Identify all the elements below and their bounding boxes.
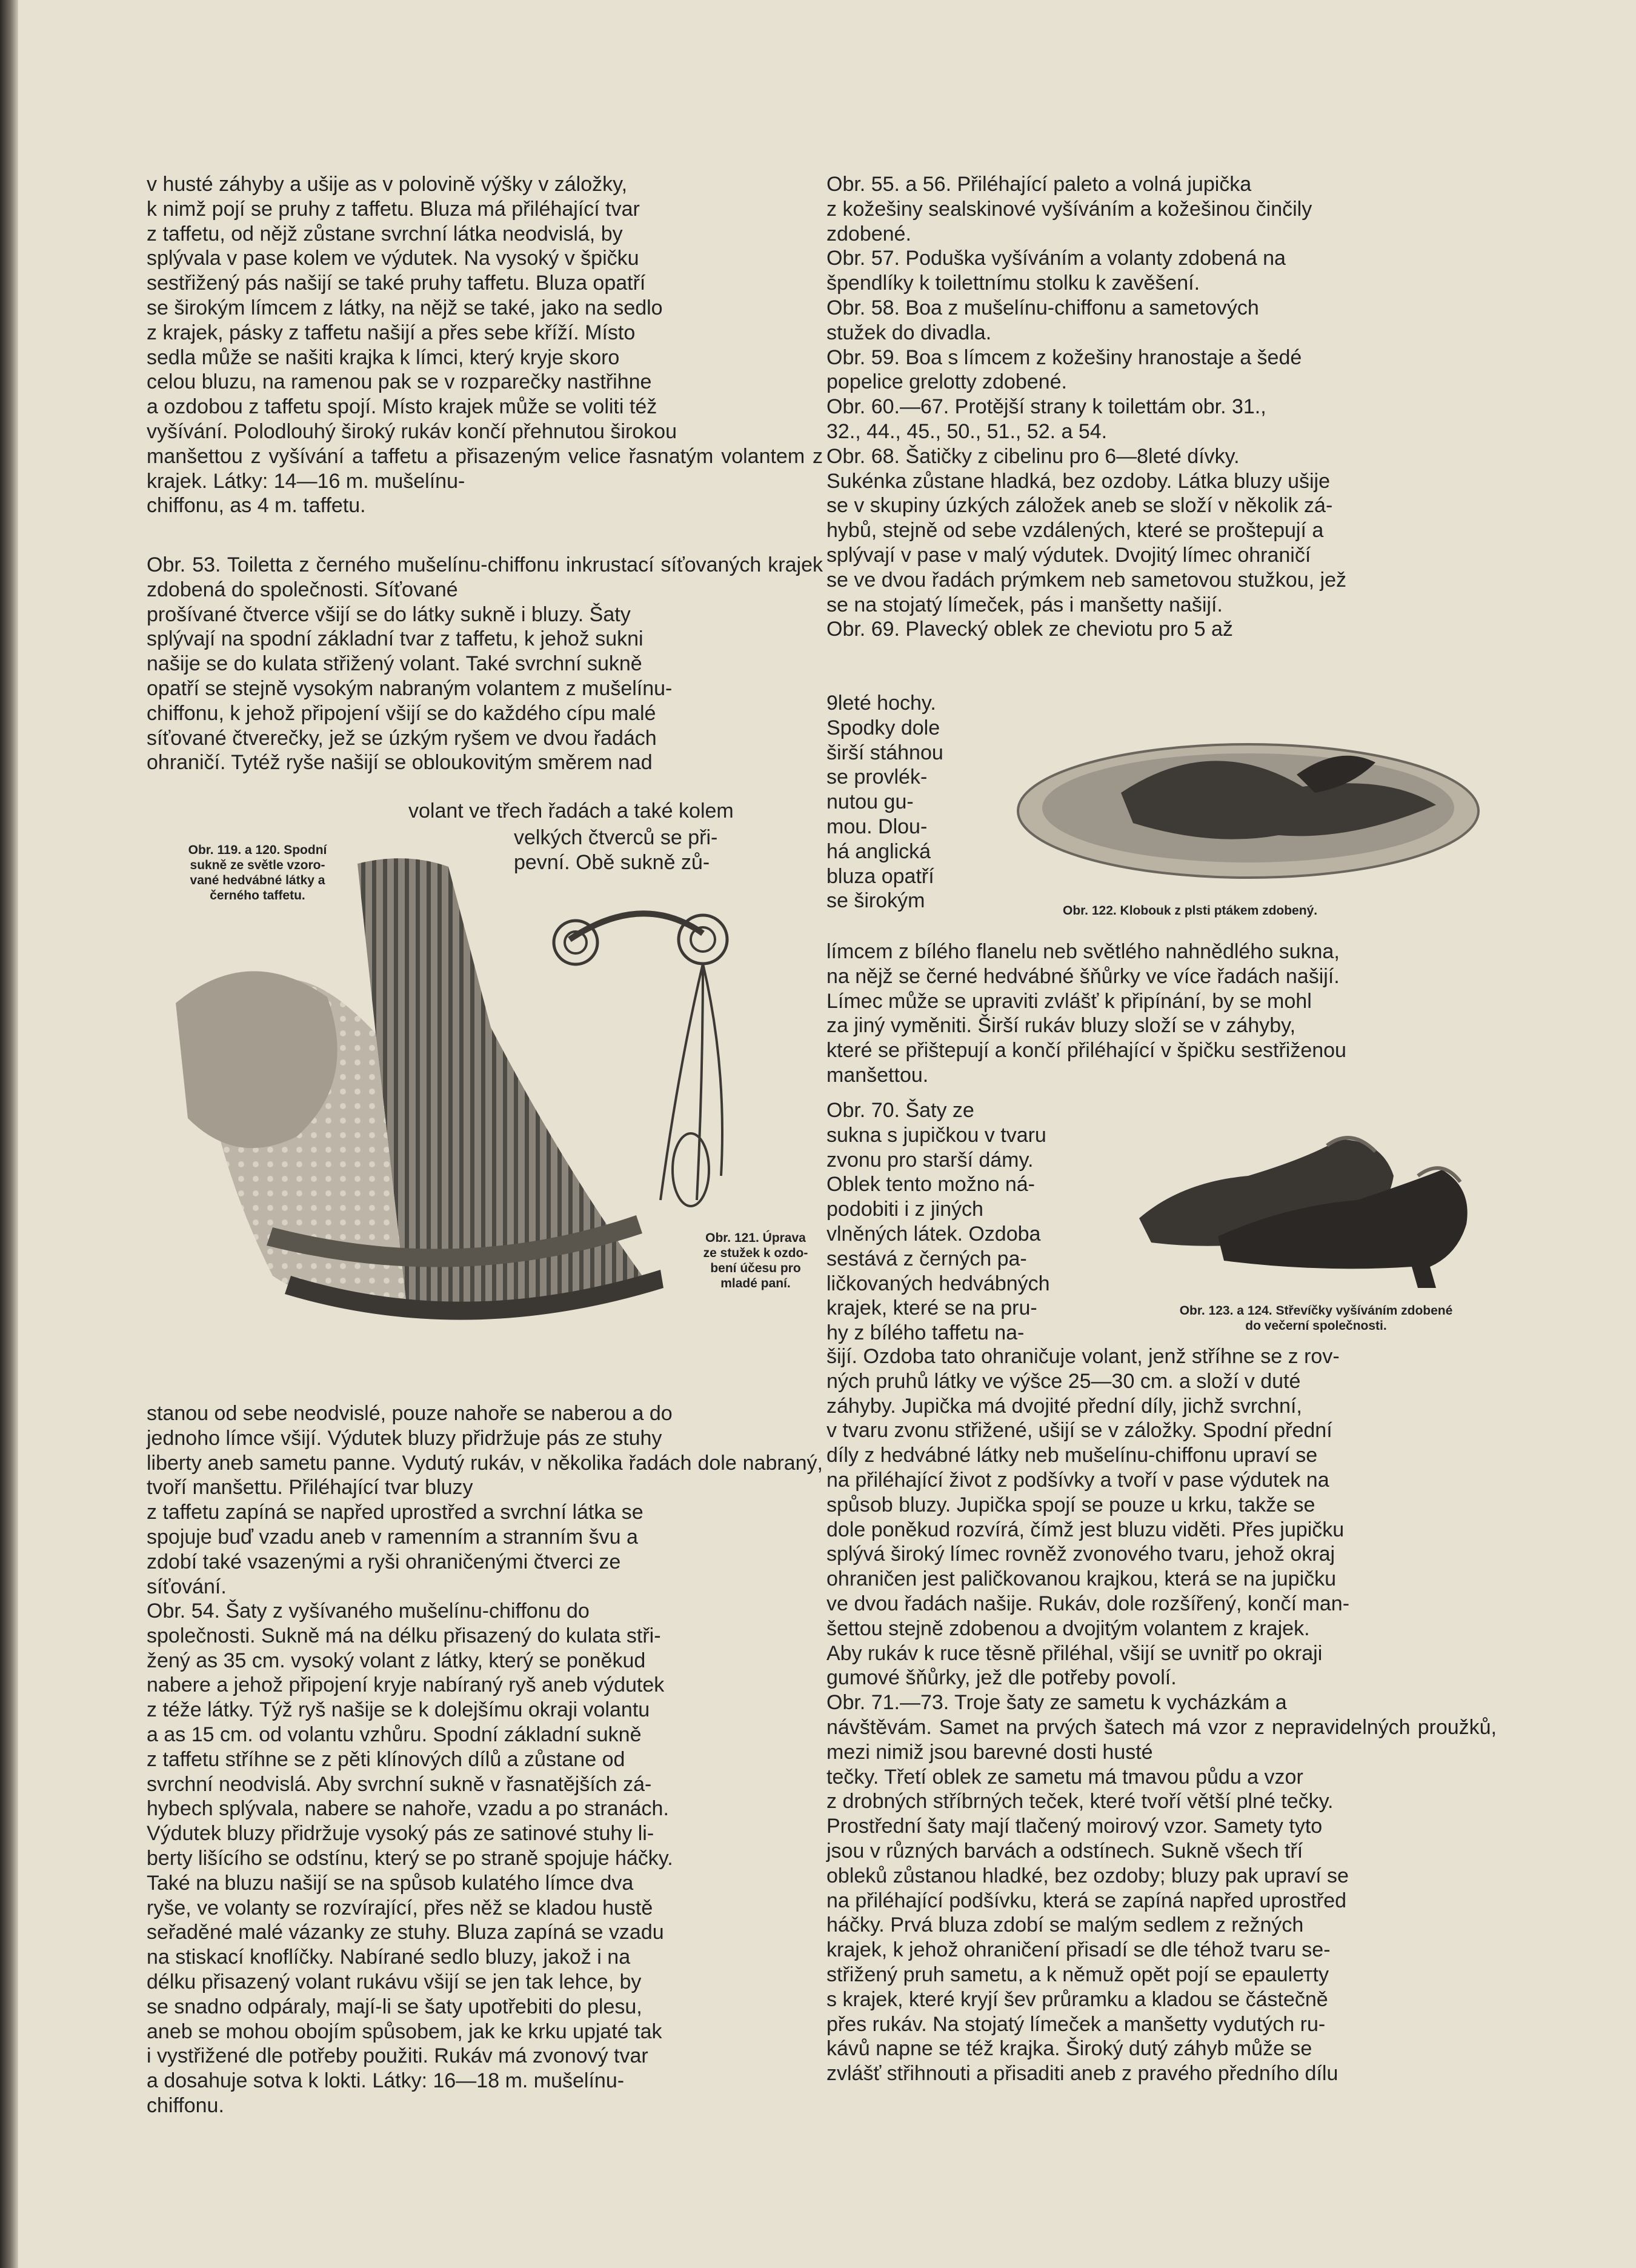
figure-hat: [1012, 708, 1485, 890]
figure-shoes: [1127, 1115, 1478, 1291]
caption-fig-119-120: Obr. 119. a 120. Spodní sukně ze světle vzoro- vané hedvábné látky a černého taffetu.: [188, 843, 327, 902]
right-top-paragraph: Obr. 55. a 56. Přiléhající paleto a volná jupička z kožešiny sealskinové vyšíváním a kožešinou činčily zdobené. Obr. 57. Poduška vyšíváním a volanty zdobená na špendlíky k toilettnímu stolku k zavěšení. Obr. 58. Boa z mušelínu-chiffonu a sametových stužek do divadla. Obr. 59. Boa s límcem z kožešiny hranostaje a šedé popelice grelotty zdobené. Obr. 60.—67. Protější strany k toilettám obr. 31., 32., 44., 45., 50., 51., 52. a 54. Obr. 68. Šatičky z cibelinu pro 6—8leté dívky. Sukénka zůstane hladká, bez ozdoby. Látka bluzy ušije se v skupiny úzkých záložek aneb se složí v několik zá- hybů, stejně od sebe vzdálených, které se proštepují a splývají v pase v malý výdutek. Dvojitý límec ohraničí se ve dvou řadách prýmkem neb sametovou stužkou, jež se na stojatý límeček, pás i manšetty našijí. Obr. 69. Plavecký oblek ze cheviotu pro 5 až: [826, 173, 1346, 641]
right-lower-paragraph: šijí. Ozdoba tato ohraničuje volant, jenž stříhne se z rov- ných pruhů látky ve výšce 25—30 cm. a složí v duté záhyby. Jupička má dvojité přední díly, jichž svrchní, v tvaru zvonu střižené, ušijí se v záložky. Spodní přední díly z hedvábné látky neb mušelínu-chiffonu upraví se na přiléhající život z podšívky a tvoří v pase výdutek na spůsob bluzy. Jupička spojí se pouze u krku, takže se dole poněkud rozvírá, čímž jest bluzu viděti. Přes jupičku splývá široký límec rovněž zvonového tvaru, jehož okraj ohraničen jest paličkovanou krajkou, která se na jupičku ve dvou řadách našije. Rukáv, dole rozšířený, končí man- šettou stejně zdobenou a dvojitým volantem z krajek. Aby rukáv k ruce těsně přiléhal, všijí se uvnitř po okraji gumové šňůrky, jež dle potřeby povolí. Obr. 71.—73. Troje šaty ze sametu k vycházkám a návštěvám. Samet na prvých šatech má vzor z nepravidelných proužků, mezi nimiž jsou barevné dosti husté tečky. Třetí oblek ze sametu má tmavou půdu a vzor z drobných stříbrných teček, které tvoří větší plné tečky. Prostřední šaty mají tlačený moirový vzor. Samety tyto jsou v různých barvách a odstínech. Sukně všech tří obleků zůstanou hladké, bez ozdoby; bluzy pak upraví se na přiléhající podšívku, která se zapíná napřed uprostřed háčky. Prvá bluza zdobí se malým sedlem z režných krajek, k jehož ohraničení přisadí se dle téhož tvaru se- střižený pruh sametu, a k němuž opět pojí se epaulетty s krajek, které kryjí šev průramku a kladou se částečně přes rukáv. Na stojatý límeček a manšetty vydutých ru- kávů napne se též krajka. Široký dutý záhyb může se zvlášť střihnouti a přisaditi aneb z pravého předního dílu: [826, 1345, 1497, 2086]
caption-fig-122: Obr. 122. Klobouk z plsti ptákem zdobený.: [1063, 904, 1318, 918]
right-mid-paragraph: límcem z bílého flanelu neb světlého nahnědlého sukna, na nějž se černé hedvábné šňůrky ve více řadách našijí. Límec může se upraviti zvlášť k připínání, by se mohl za jiný vyměniti. Širší rukáv bluzy složí se v záhyby, které se přištepují a končí přiléhající v špičku sestřiženou manšettou.: [826, 940, 1346, 1087]
obr70-narrow-paragraph: Obr. 70. Šaty ze sukna s jupičkou v tvaru zvonu pro starší dámy. Oblek tento možno ná- podobiti i z jiných vlněných látek. Ozdoba sestává z černých pa- ličkovaných hedvábných krajek, které se na pru- hy z bílého taffetu na-: [826, 1099, 1050, 1345]
obr54-paragraph: Obr. 54. Šaty z vyšívaného mušelínu-chiffonu do společnosti. Sukně má na délku přisazený do kulata stři- žený as 35 cm. vysoký volant z látky, který se poněkud nabere a jehož připojení kryje nabíraný ryš aneb výdutek z téže látky. Týž ryš našije se k dolejšímu okraji volantu a as 15 cm. od volantu vzhůru. Spodní základní sukně z taffetu stříhne se z pěti klínových dílů a zůstane od svrchní neodvislá. Aby svrchní sukně v řasnatějších zá- hybech splývala, nabere se nahoře, vzadu a po stranách. Výdutek bluzy přidržuje vysoký pás ze satinové stuhy li- berty lišícího se odstínu, který se po straně spojuje háčky. Také na bluzu našijí se na spůsob kulatého límce dva ryše, ve volanty se rozvírající, přes něž se kladou hustě seřaděné malé vázanky ze stuhy. Bluza zapíná se vzadu na stiskací knoflíčky. Nabírané sedlo bluzy, jakož i na délku přisazený volant rukávu všijí se jen tak lehce, by se snadno odpáraly, mají-li se šaty upotřebiti do plesu, aneb se mohou obojím spůsobem, jak ke krku upjaté tak i vystřižené dle potřeby použiti. Rukáv má zvonový tvar a dosahuje sotva k lokti. Látky: 16—18 m. mušelínu- chiffonu.: [147, 1599, 673, 2117]
book-spine: [0, 0, 18, 2268]
left-top-paragraph: v husté záhyby a ušije as v polovině výšky v záložky, k nimž pojí se pruhy z taffetu. Bluza má přiléhající tvar z taffetu, od nějž zůstane svrchní látka neodvislá, by splývala v pase kolem ve výdutek. Na vysoký v špičku sestřižený pás našijí se také pruhy taffetu. Bluza opatří se širokým límcem z látky, na nějž se také, jako na sedlo z krajek, pásky z taffetu našijí a přes sebe kříží. Místo sedla může se našiti krajka k límci, který kryje skoro celou bluzu, na ramenou pak se v rozparečky nastřihne a ozdobou z taffetu spojí. Místo krajek může se voliti též vyšívání. Polodlouhý široký rukáv končí přehnutou širokou manšettou z vyšívání a taffetu a přisazeným velice řasnatým volantem z krajek. Látky: 14—16 m. mušelínu- chiffonu, as 4 m. taffetu.: [147, 173, 823, 518]
figure-ribbon-ornament: [551, 885, 733, 1224]
page: [18, 0, 1636, 2268]
obr53-continuation-narrow: velkých čtverců se při- pevní. Obě sukně zů-: [514, 826, 718, 874]
left-lower-paragraph: stanou od sebe neodvislé, pouze nahoře se naberou a do jednoho límce všijí. Výdutek bluzy přidržuje pás ze stuhy liberty aneb sametu panne. Vydutý rukáv, v několika řadách dole nabraný, tvoří manšettu. Přiléhající tvar bluzy z taffetu zapíná se napřed uprostřed a svrchní látka se spojuje buď vzadu aneb v ramenním a stranním švu a zdobí také vsazenými a ryši ohraničenými čtverci ze síťování.: [147, 1402, 823, 1598]
obr69-narrow-paragraph: 9leté hochy. Spodky dole širší stáhnou se provlék- nutou gu- mou. Dlou- há anglická bluza opatří se širokým: [826, 692, 943, 913]
caption-fig-123-124: Obr. 123. a 124. Střevíčky vyšíváním zdobené do večerní společnosti.: [1179, 1304, 1453, 1333]
obr53-paragraph: Obr. 53. Toiletta z černého mušelínu-chiffonu inkrustací síťovaných krajek zdobená do společnosti. Síťované prošívané čtverce všijí se do látky sukně i bluzy. Šaty splývají na spodní základní tvar z taffetu, k jehož sukni našije se do kulata střižený volant. Také svrchní sukně opatří se stejně vysokým nabraným volantem z mušelínu- chiffonu, k jehož připojení všijí se do každého cípu malé síťované čtverečky, jež se úzkým ryšem ve dvou řadách ohraničí. Tytéž ryše našijí se obloukovitým směrem nad: [147, 553, 823, 775]
ribbon-ornament-illustration: [551, 885, 733, 1224]
hat-illustration: [1012, 708, 1485, 890]
shoes-illustration: [1127, 1115, 1478, 1291]
obr53-continuation-line: volant ve třech řadách a také kolem: [408, 799, 734, 822]
caption-fig-121: Obr. 121. Úprava ze stužek k ozdo- bení účesu pro mladé paní.: [703, 1231, 808, 1290]
